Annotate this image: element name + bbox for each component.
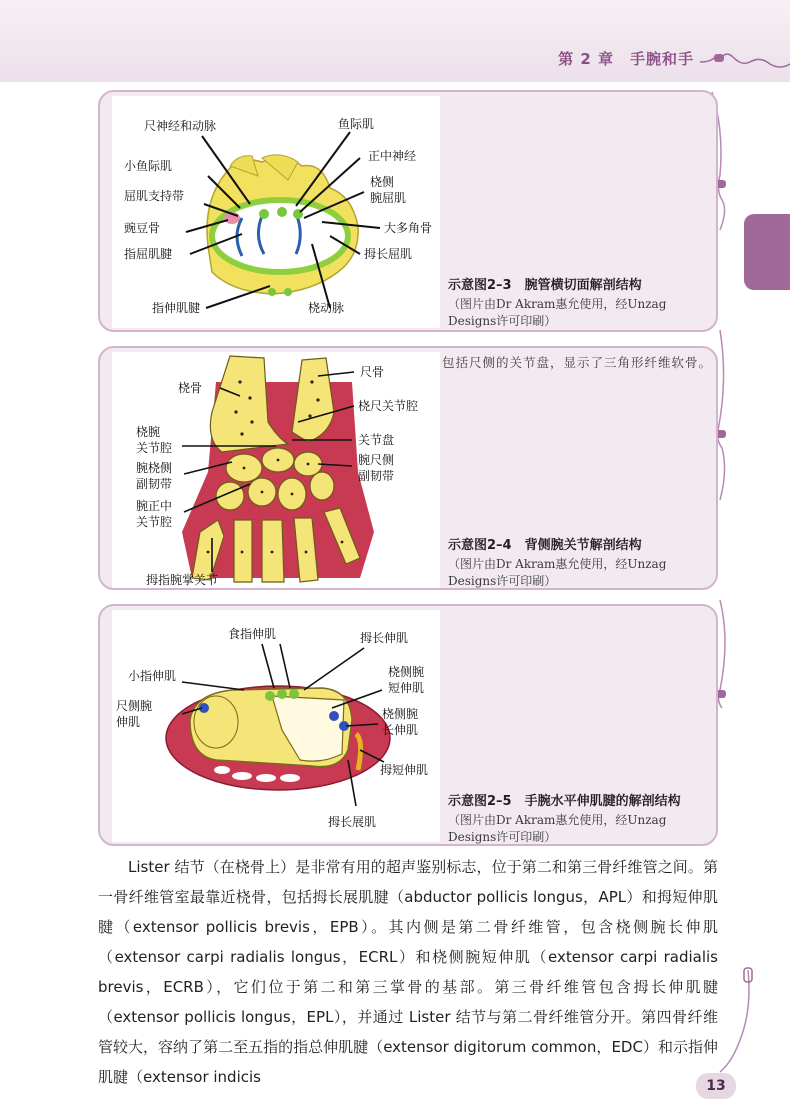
page-header bbox=[0, 0, 790, 82]
label-trapezium: 大多角骨 bbox=[384, 221, 433, 235]
chapter-side-tab bbox=[744, 214, 790, 290]
body-paragraph: Lister 结节（在桡骨上）是非常有用的超声鉴别标志，位于第二和第三骨纤维管之间。第一骨纤维管室最靠近桡骨，包括拇长展肌腱（abductor pollicis longus，APL）和拇短伸肌腱（extensor pollicis brevis，EPB）。其内侧是第二骨纤维管，包含桡侧腕长伸肌（extensor carpi radialis longus，ECRL）和桡侧腕短伸肌（extensor carpi radialis brevis，ECRB），它们位于第二和第三掌骨的基部。第三骨纤维管包含拇长伸肌腱（extensor pollicis longus，EPL），并通过 Lister 结节与第二骨纤维管分开。第四骨纤维管较大，容纳了第二至五指的指总伸肌腱（extensor digitorum common，EDC）和示指伸肌腱（extensor indicis bbox=[98, 858, 718, 1086]
page-number: 13 bbox=[696, 1073, 736, 1099]
label-druj: 桡尺关节腔 bbox=[358, 399, 419, 413]
figure-intext: 包括尺侧的关节盘，显示了三角形纤维软骨。 bbox=[442, 355, 713, 370]
label-radial-artery: 桡动脉 bbox=[308, 301, 345, 315]
label-epl: 拇长伸肌 bbox=[360, 631, 409, 645]
label-rcl-1: 腕桡侧 bbox=[136, 461, 173, 475]
label-ecrl-2: 长伸肌 bbox=[382, 723, 419, 737]
figure-caption-2-3 bbox=[448, 274, 710, 330]
label-flexor-tendons: 指屈肌腱 bbox=[124, 247, 173, 261]
label-ecrl-1: 桡侧腕 bbox=[382, 707, 419, 721]
label-radius: 桡骨 bbox=[178, 381, 203, 395]
label-ucl-1: 腕尺侧 bbox=[358, 453, 395, 467]
label-extensor-tendons: 指伸肌腱 bbox=[152, 301, 201, 315]
label-ulnar-nerve-artery: 尺神经和动脉 bbox=[144, 119, 217, 133]
figure-panel-2-5 bbox=[98, 604, 718, 846]
label-ulna: 尺骨 bbox=[360, 365, 385, 379]
chapter-title: 第 2 章 手腕和手 bbox=[558, 50, 694, 68]
label-ecu-2: 伸肌 bbox=[116, 715, 141, 729]
label-hypothenar: 小鱼际肌 bbox=[124, 159, 173, 173]
label-edm: 小指伸肌 bbox=[128, 669, 177, 683]
label-flexor-retinaculum: 屈肌支持带 bbox=[124, 189, 185, 203]
figure-caption-2-5 bbox=[448, 790, 710, 846]
label-thumb-cmc: 拇指腕掌关节 bbox=[146, 573, 219, 587]
label-fpl: 拇长屈肌 bbox=[364, 247, 413, 261]
figure-title: 示意图2–4 背侧腕关节解剖结构 bbox=[448, 538, 642, 553]
label-midcarpal-1: 腕正中 bbox=[136, 499, 173, 513]
label-fcr-2: 腕屈肌 bbox=[370, 191, 407, 205]
figure-credit: （图片由Dr Akram惠允使用，经Unzag Designs许可印刷） bbox=[448, 813, 667, 844]
carpal-tunnel-diagram bbox=[112, 96, 440, 328]
label-ecrb-2: 短伸肌 bbox=[388, 681, 425, 695]
body-text bbox=[98, 852, 718, 1092]
label-apl: 拇长展肌 bbox=[328, 815, 377, 829]
label-ecu-1: 尺侧腕 bbox=[116, 699, 153, 713]
figure-panel-2-3 bbox=[98, 90, 718, 332]
label-disc: 关节盘 bbox=[358, 433, 395, 447]
figure-caption-2-4 bbox=[448, 534, 710, 590]
figure-panel-2-4 bbox=[98, 346, 718, 590]
label-thenar: 鱼际肌 bbox=[338, 117, 375, 131]
label-midcarpal-2: 关节腔 bbox=[136, 515, 173, 529]
label-rcl-2: 副韧带 bbox=[136, 477, 173, 491]
label-median-nerve: 正中神经 bbox=[368, 149, 417, 163]
figure-credit: （图片由Dr Akram惠允使用，经Unzag Designs许可印刷） bbox=[448, 297, 667, 328]
label-radiocarpal-2: 关节腔 bbox=[136, 441, 173, 455]
figure-title: 示意图2–3 腕管横切面解剖结构 bbox=[448, 278, 642, 293]
label-eip: 食指伸肌 bbox=[228, 627, 277, 641]
label-radiocarpal-1: 桡腕 bbox=[136, 425, 161, 439]
label-ucl-2: 副韧带 bbox=[358, 469, 395, 483]
dorsal-wrist-diagram bbox=[112, 352, 440, 588]
extensor-tendon-diagram bbox=[112, 610, 440, 842]
ultrasound-probe-icon bbox=[700, 40, 790, 80]
label-fcr-1: 桡侧 bbox=[370, 175, 395, 189]
figure-credit: （图片由Dr Akram惠允使用，经Unzag Designs许可印刷） bbox=[448, 557, 667, 588]
label-epb: 拇短伸肌 bbox=[380, 763, 429, 777]
figure-title: 示意图2–5 手腕水平伸肌腱的解剖结构 bbox=[448, 794, 681, 809]
label-pisiform: 豌豆骨 bbox=[124, 221, 161, 235]
label-ecrb-1: 桡侧腕 bbox=[388, 665, 425, 679]
